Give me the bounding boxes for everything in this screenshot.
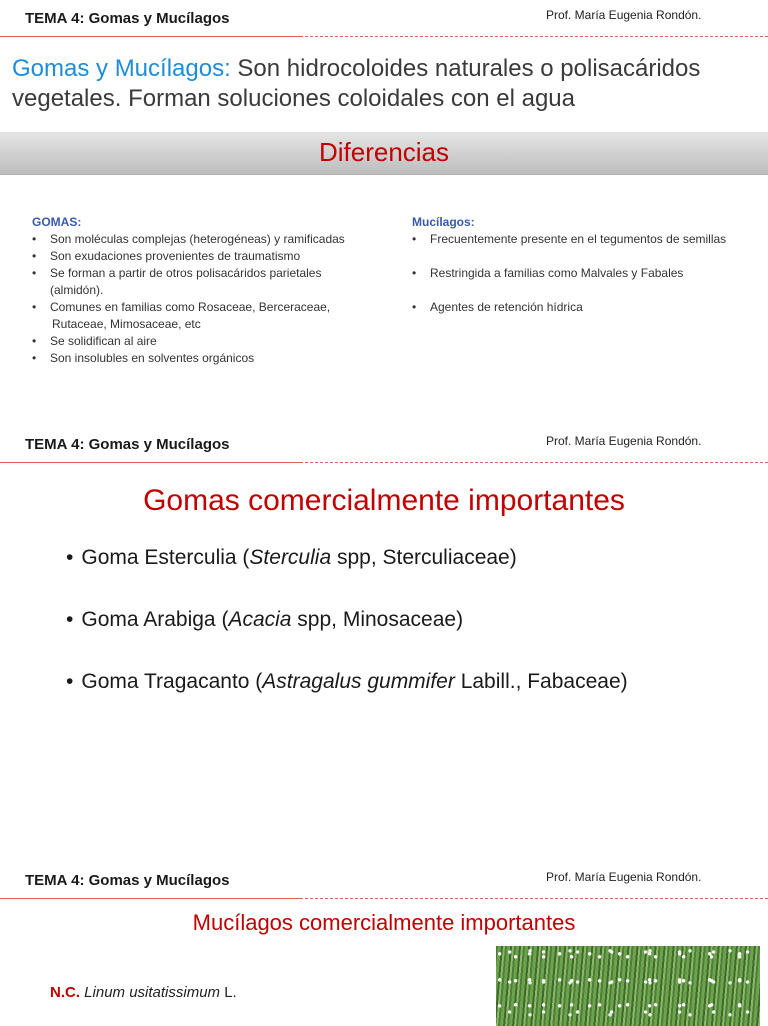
- header-divider: [0, 36, 768, 37]
- list-item-continuation: Rutaceae, Mimosaceae, etc: [52, 317, 201, 331]
- bullet: •: [66, 670, 74, 693]
- nc-label: N.C.: [50, 984, 80, 1001]
- list-item: • Son exudaciones provenientes de traumatismo: [32, 248, 382, 265]
- slide-header: [0, 862, 768, 902]
- list-item: • Son moléculas complejas (heterogéneas) y ramificadas: [32, 231, 382, 248]
- list-item: • Restringida a familias como Malvales y Fabales: [412, 265, 768, 282]
- list-item: [66, 608, 463, 632]
- slide-diferencias: [0, 0, 768, 420]
- professor-name: Prof. María Eugenia Rondón.: [546, 8, 702, 22]
- topic-title: TEMA 4: Gomas y Mucílagos: [25, 872, 230, 889]
- list-item: • Son insolubles en solventes orgánicos: [32, 350, 382, 367]
- item-text: Goma Arabiga (: [81, 608, 229, 631]
- header-divider: [0, 898, 768, 899]
- list-item: • Se forman a partir de otros polisacáridos parietales: [32, 265, 382, 282]
- professor-name: Prof. María Eugenia Rondón.: [546, 434, 702, 448]
- list-item: • Frecuentemente presente en el tegumentos de semillas: [412, 231, 768, 248]
- section-title: Diferencias: [318, 137, 450, 167]
- slide-header: [0, 0, 768, 40]
- flax-plant-photo: [496, 946, 760, 1026]
- species-name: Sterculia: [249, 546, 332, 569]
- intro-paragraph: [12, 54, 762, 114]
- topic-title: TEMA 4: Gomas y Mucílagos: [25, 436, 230, 453]
- item-text: spp, Sterculiaceae): [331, 546, 517, 569]
- slide-gomas-comerciales: [0, 426, 768, 856]
- list-item: [66, 546, 517, 570]
- species-name: Astragalus gummifer: [262, 670, 455, 693]
- list-item: [66, 670, 628, 694]
- slide-title: Mucílagos comercialmente importantes: [192, 910, 576, 935]
- topic-title: TEMA 4: Gomas y Mucílagos: [25, 10, 230, 27]
- species-name: Acacia: [228, 608, 292, 631]
- species-name: Linum usitatissimum: [84, 984, 221, 1001]
- list-item: • Comunes en familias como Rosaceae, Berceraceae,: [32, 299, 382, 316]
- gomas-heading: GOMAS:: [32, 215, 82, 229]
- mucilagos-heading: Mucílagos:: [412, 215, 475, 229]
- mucilagos-column: [412, 214, 768, 333]
- intro-text: Son hidrocoloides naturales o polisacáridos vegetales. Forman soluciones coloidales con el agua: [12, 55, 701, 112]
- list-item-continuation: (almidón).: [50, 283, 104, 297]
- item-text: Goma Tragacanto (: [81, 670, 263, 693]
- slide-title: Gomas comercialmente importantes: [143, 484, 625, 517]
- bullet: •: [66, 546, 74, 569]
- item-text: Labill., Fabaceae): [454, 670, 628, 693]
- item-text: Goma Esterculia (: [81, 546, 250, 569]
- item-text: spp, Minosaceae): [291, 608, 464, 631]
- list-item: • Agentes de retención hídrica: [412, 299, 768, 316]
- professor-name: Prof. María Eugenia Rondón.: [546, 870, 702, 884]
- section-band: [0, 132, 768, 175]
- species-author: L.: [220, 984, 237, 1001]
- bullet: •: [66, 608, 74, 631]
- slide-header: [0, 426, 768, 466]
- slide-mucilagos-comerciales: [0, 862, 768, 1024]
- intro-term: Gomas y Mucílagos:: [12, 55, 231, 82]
- common-name-line: [50, 984, 237, 1001]
- gomas-column: [32, 214, 382, 367]
- header-divider: [0, 462, 768, 463]
- list-item: • Se solidifican al aire: [32, 333, 382, 350]
